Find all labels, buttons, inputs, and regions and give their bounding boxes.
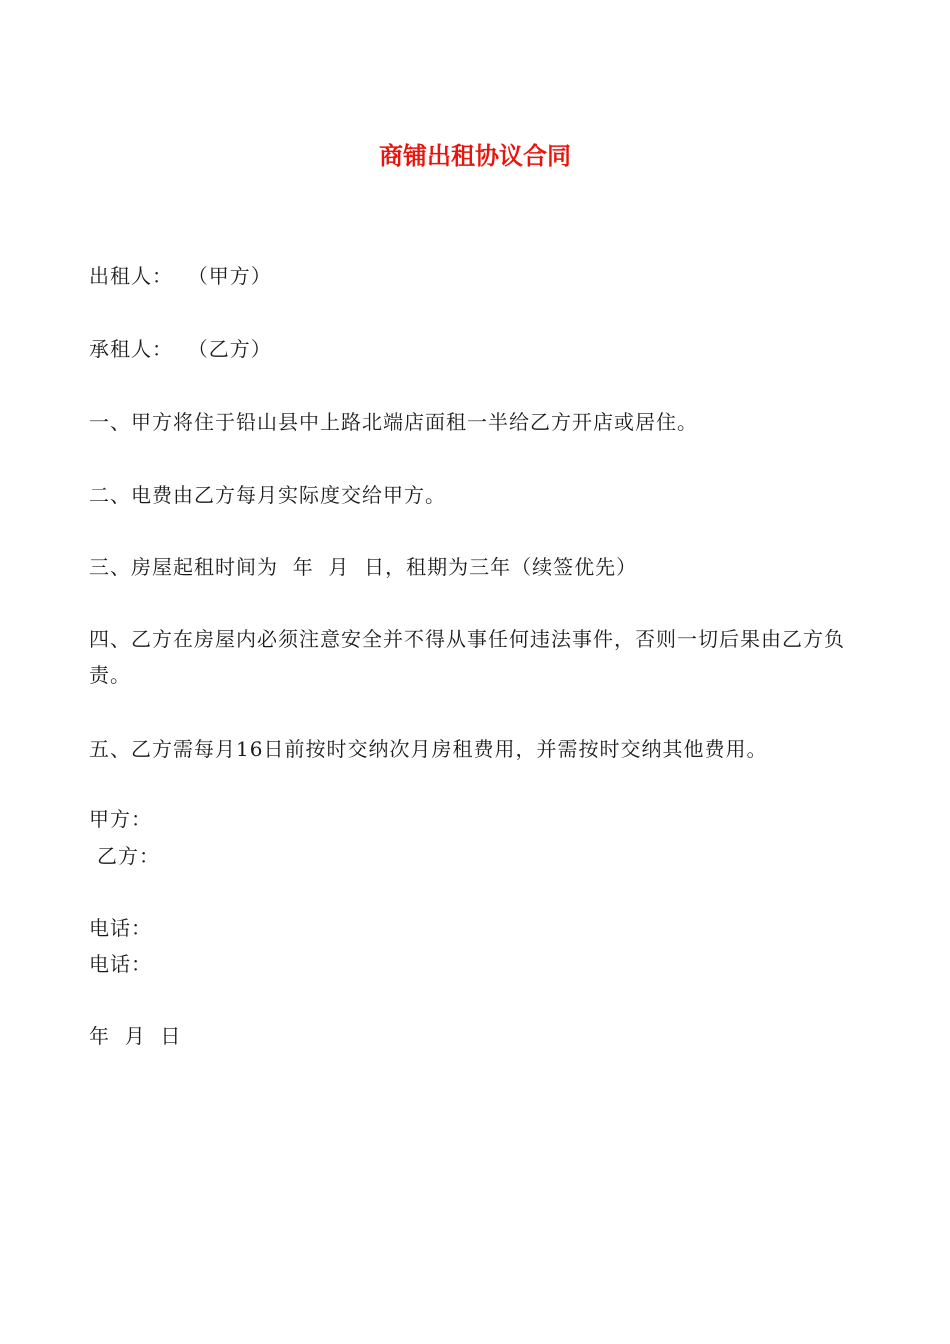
phone-party-b: 电话： (89, 952, 152, 976)
phone-party-a: 电话： (89, 916, 152, 940)
signature-party-a: 甲方： (89, 807, 152, 831)
clause-3: 三、房屋起租时间为 年 月 日，租期为三年（续签优先） (89, 555, 638, 579)
document-title: 商铺出租协议合同 (379, 142, 571, 170)
clause-1: 一、甲方将住于铅山县中上路北端店面租一半给乙方开店或居住。 (89, 410, 698, 434)
clause-2: 二、电费由乙方每月实际度交给甲方。 (89, 483, 446, 507)
clause-4: 四、乙方在房屋内必须注意安全并不得从事任何违法事件，否则一切后果由乙方负责。 (89, 627, 845, 687)
clause-5: 五、乙方需每月16日前按时交纳次月房租费用，并需按时交纳其他费用。 (89, 737, 768, 761)
lessee-line: 承租人： （乙方） (89, 337, 272, 361)
signing-date: 年 月 日 (89, 1024, 182, 1048)
signature-party-b: 乙方： (97, 844, 160, 868)
lessor-line: 出租人： （甲方） (89, 264, 272, 288)
